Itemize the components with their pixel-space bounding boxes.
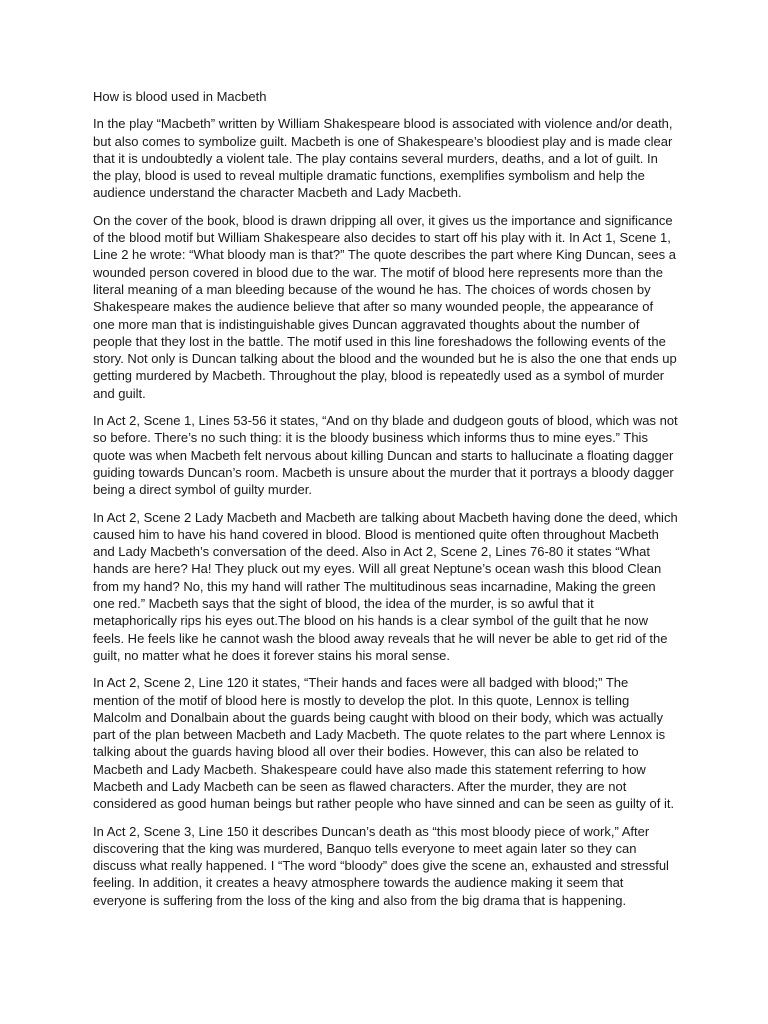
document-title: How is blood used in Macbeth [93, 89, 267, 104]
paragraph-act2-scene2-line120: In Act 2, Scene 2, Line 120 it states, “Their hands and faces were all badged with blood;” The mention of the motif of blood here is mostly to develop the plot. In this quote, Lennox is telling Malcolm and Donalbain about the guards being caught with blood on their body, which was actually part of the plan between Macbeth and Lady Macbeth. The quote relates to the part where Lennox is talking about the guards having blood all over their bodies. However, this can also be related to Macbeth and Lady Macbeth. Shakespeare could have also made this statement referring to how Macbeth and Lady Macbeth can be seen as flawed characters. After the murder, they are not considered as good human beings but rather people who have sinned and can be seen as guilty of it. [93, 675, 675, 812]
paragraph-act2-scene3: In Act 2, Scene 3, Line 150 it describes Duncan’s death as “this most bloody piece of work,” After discovering that the king was murdered, Banquo tells everyone to meet again later so they can discuss what really happened. I “The word “bloody” does give the scene an, exhausted and stressful feeling. In addition, it creates a heavy atmosphere towards the audience making it seem that everyone is suffering from the loss of the king and also from the big drama that is happening. [93, 823, 669, 908]
paragraph-act2-scene2: In Act 2, Scene 2 Lady Macbeth and Macbeth are talking about Macbeth having done the deed, which caused him to have his hand covered in blood. Blood is mentioned quite often throughout Macbeth and Lady Macbeth’s conversation of the deed. Also in Act 2, Scene 2, Lines 76-80 it states “What hands are here? Ha! They pluck out my eyes. Will all great Neptune’s ocean wash this blood Clean from my hand? No, this my hand will rather The multitudinous seas incarnadine, Making the green one red.” Macbeth says that the sight of blood, the idea of the murder, is so awful that it metaphorically rips his eyes out.The blood on his hands is a clear symbol of the guilt that he now feels. He feels like he cannot wash the blood away reveals that he will never be able to get rid of the guilt, no matter what he does it forever stains his moral sense. [93, 509, 678, 663]
paragraph-act2-scene1: In Act 2, Scene 1, Lines 53-56 it states, “And on thy blade and dudgeon gouts of blood, which was not so before. There’s no such thing: it is the bloody business which informs thus to mine eyes.” This quote was when Macbeth felt nervous about killing Duncan and starts to hallucinate a floating dagger guiding towards Duncan’s room. Macbeth is unsure about the murder that it portrays a bloody dagger being a direct symbol of guilty murder. [93, 413, 678, 498]
paragraph-intro: In the play “Macbeth” written by William Shakespeare blood is associated with violence and/or death, but also comes to symbolize guilt. Macbeth is one of Shakespeare’s bloodiest play and is made clear that it is undoubtedly a violent tale. The play contains several murders, deaths, and a lot of guilt. In the play, blood is used to reveal multiple dramatic functions, exemplifies symbolism and help the audience understand the character Macbeth and Lady Macbeth. [93, 116, 673, 201]
document-page [93, 88, 678, 919]
paragraph-cover-and-act1: On the cover of the book, blood is drawn dripping all over, it gives us the importance and significance of the blood motif but William Shakespeare also decides to start off his play with it. In Act 1, Scene 1, Line 2 he wrote: “What bloody man is that?” The quote describes the part where King Duncan, sees a wounded person covered in blood due to the war. The motif of blood here represents more than the literal meaning of a man bleeding because of the wound he has. The choices of words chosen by Shakespeare makes the audience believe that after so many wounded people, the appearance of one more man that is indistinguishable gives Duncan aggravated thoughts about the number of people that they lost in the battle. The motif used in this line foreshadows the following events of the story. Not only is Duncan talking about the blood and the wounded but he is also the one that ends up getting murdered by Macbeth. Throughout the play, blood is repeatedly used as a symbol of murder and guilt. [93, 212, 677, 401]
